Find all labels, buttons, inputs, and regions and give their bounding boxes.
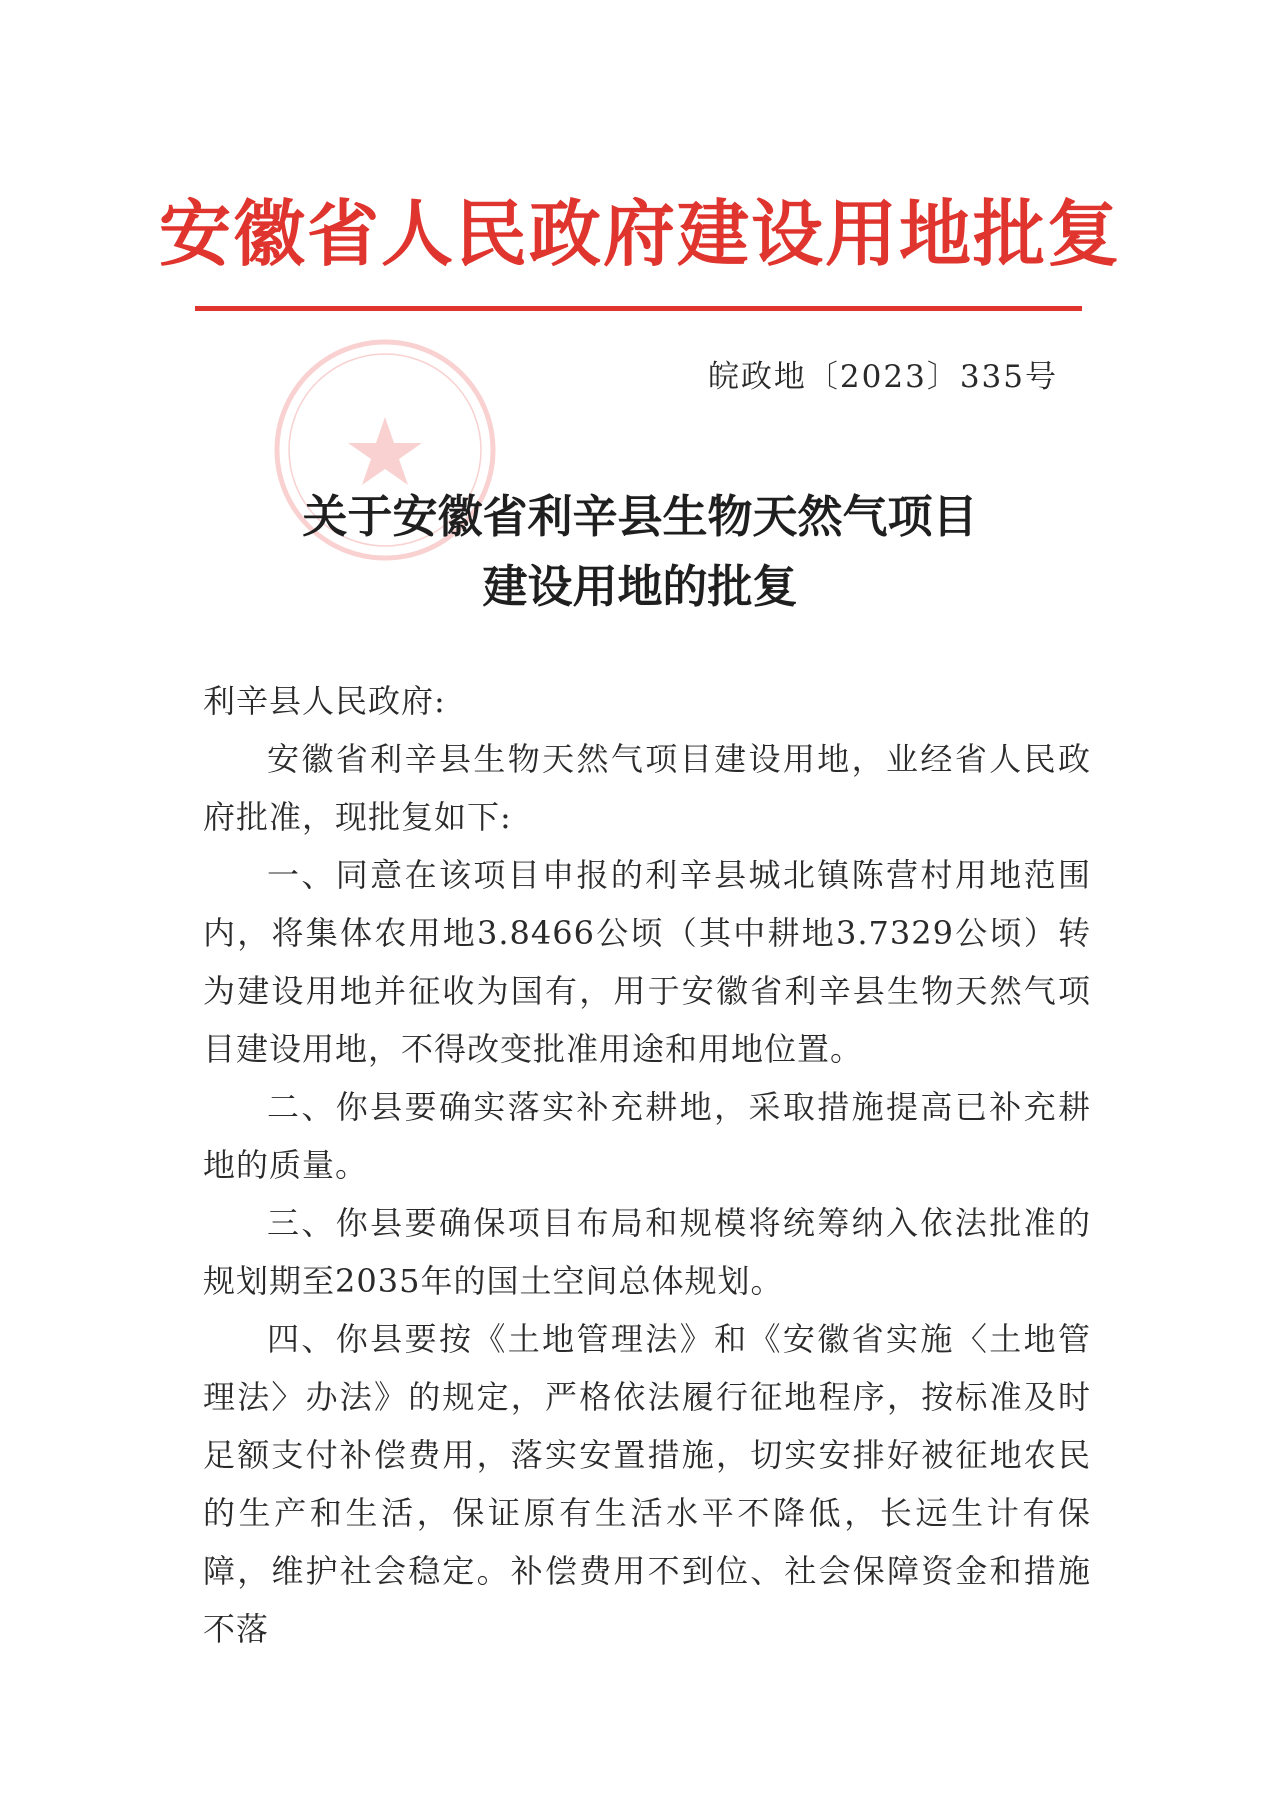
masthead-title: 安徽省人民政府建设用地批复 [158,191,1121,276]
document-title [0,482,1280,622]
salutation: 利辛县人民政府: [203,682,446,720]
paragraph-item-4: 四、你县要按《土地管理法》和《安徽省实施〈土地管理法〉办法》的规定，严格依法履行征地程序，按标准及时足额支付补偿费用，落实安置措施，切实安排好被征地农民的生产和生活，保证原有生活水平不降低，长远生计有保障，维护社会稳定。补偿费用不到位、社会保障资金和措施不落 [203,1320,1091,1648]
paragraph-intro: 安徽省利辛县生物天然气项目建设用地，业经省人民政府批准，现批复如下: [203,740,1091,836]
title-line-2: 建设用地的批复 [482,560,798,613]
title-line-1: 关于安徽省利辛县生物天然气项目 [302,490,978,543]
document-number: 皖政地〔2023〕335号 [707,359,1058,395]
red-divider [195,306,1082,311]
document-body [203,672,1091,1658]
paragraph-item-2: 二、你县要确实落实补充耕地，采取措施提高已补充耕地的质量。 [203,1088,1091,1184]
paragraph-item-1: 一、同意在该项目申报的利辛县城北镇陈营村用地范围内，将集体农用地3.8466公顷（其中耕地3.7329公顷）转为建设用地并征收为国有，用于安徽省利辛县生物天然气项目建设用地，不得改变批准用途和用地位置。 [203,856,1091,1068]
paragraph-item-3: 三、你县要确保项目布局和规模将统筹纳入依法批准的规划期至2035年的国土空间总体规划。 [203,1204,1091,1300]
